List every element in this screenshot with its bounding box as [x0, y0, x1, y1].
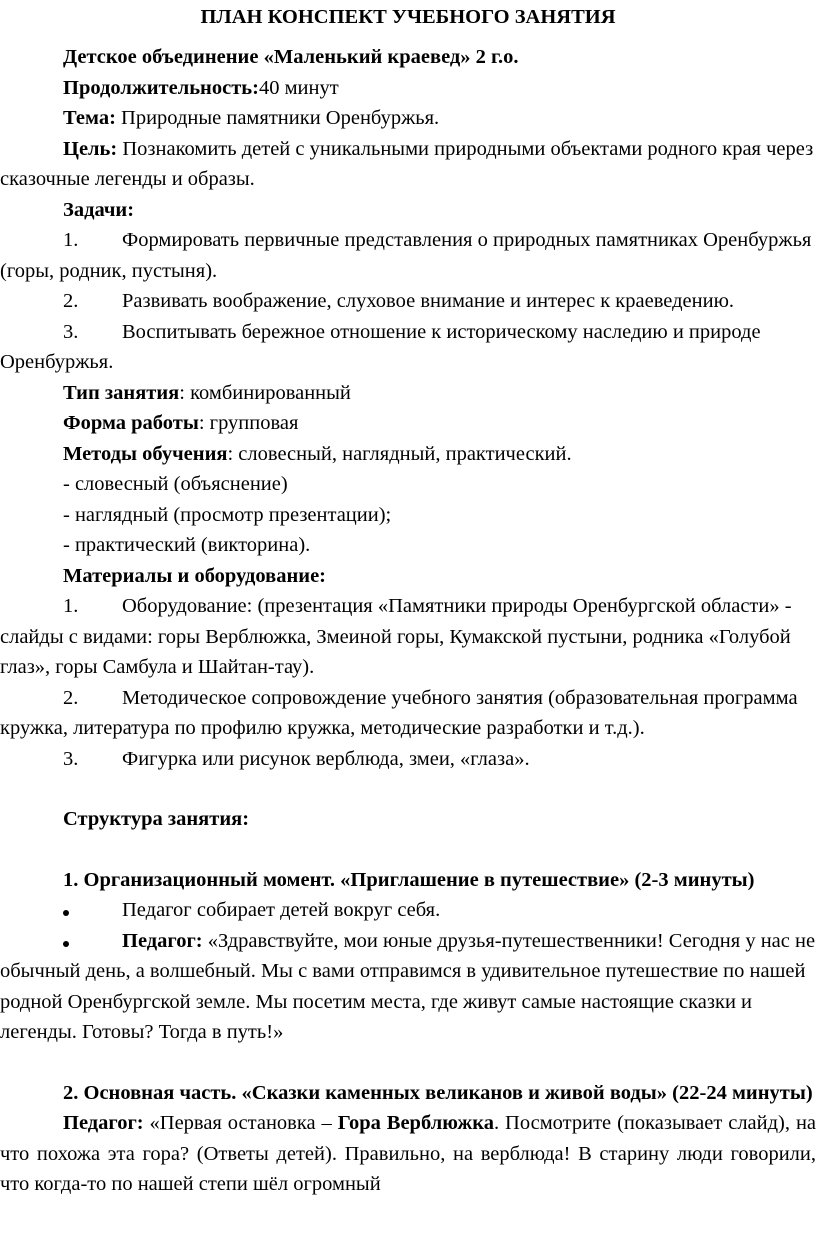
duration-label: Продолжительность: [63, 76, 259, 99]
lesson-type-line [0, 378, 816, 409]
goal-label: Цель: [63, 137, 118, 160]
spacer [0, 835, 816, 865]
methods-line [0, 439, 816, 470]
work-form-line [0, 408, 816, 439]
teacher-speech: «Здравствуйте, мои юные друзья-путешественники! Сегодня у нас не обычный день, а волшебный. Мы с вами отправимся в удивительное путешествие по нашей родной Оренбургской земле. Мы посетим места, где живут самые настоящие сказки и легенды. Готовы? Тогда в путь!» [0, 929, 816, 1043]
bullet-text: Педагог собирает детей вокруг себя. [122, 899, 441, 921]
material-item [0, 591, 816, 683]
lesson-type-label: Тип занятия [63, 381, 180, 404]
structure-label: Структура занятия: [63, 808, 250, 830]
place-name: Гора Верблюжка [337, 1112, 494, 1134]
material-number: 2. [63, 686, 79, 709]
document-title: ПЛАН КОНСПЕКТ УЧЕБНОГО ЗАНЯТИЯ [200, 6, 616, 28]
material-text: Фигурка или рисунок верблюда, змеи, «глаза». [122, 747, 530, 770]
task-number: 2. [63, 290, 79, 312]
materials-label: Материалы и оборудование: [63, 564, 326, 587]
material-number: 3. [63, 747, 79, 770]
method-item: - словесный (объяснение) [63, 473, 288, 495]
task-item [0, 317, 816, 378]
task-number: 3. [63, 320, 79, 343]
bullet-item [0, 926, 816, 1048]
method-item: - наглядный (просмотр презентации); [63, 503, 392, 526]
material-item [0, 744, 816, 775]
section-1-heading: 1. Организационный момент. «Приглашение в путешествие» (2-3 минуты) [63, 868, 755, 891]
teacher-label: Педагог: [122, 929, 203, 952]
material-item [0, 683, 816, 744]
method-item: - практический (викторина). [63, 534, 311, 556]
material-text: Оборудование: (презентация «Памятники природы Оренбургской области» - слайды с видами: горы Верблюжка, Змеиной горы, Кумакской пустыни, родника «Голубой глаз», горы Самбула и Шайтан-тау). [0, 595, 792, 678]
goal-line [0, 134, 816, 195]
topic-label: Тема: [63, 107, 116, 129]
text-before: «Первая остановка – [143, 1112, 338, 1134]
task-number: 1. [63, 229, 79, 251]
spacer [0, 774, 816, 804]
text-after: . Посмотрите (показывает слайд), на что похожа эта гора? (Ответы детей). Правильно, на верблюда! В старину люди говорили, что когда-то по нашей степи шёл огромный [0, 1112, 816, 1195]
methods-value: : словесный, наглядный, практический. [227, 442, 572, 465]
work-form-value: : групповая [198, 412, 299, 434]
topic-line [0, 103, 816, 134]
work-form-label: Форма работы [63, 412, 199, 434]
task-text: Воспитывать бережное отношение к историческому наследию и природе Оренбуржья. [0, 320, 761, 373]
goal-value: Познакомить детей с уникальными природными объектами родного края через сказочные легенды и образы. [0, 137, 814, 190]
material-text: Методическое сопровождение учебного занятия (образовательная программа кружка, литература по профилю кружка, методические разработки и т.д.). [0, 686, 798, 739]
duration-value: 40 минут [258, 76, 339, 99]
lesson-type-value: : комбинированный [179, 381, 351, 404]
teacher-label: Педагог: [63, 1112, 144, 1134]
task-text: Развивать воображение, слуховое внимание и интерес к краеведению. [122, 290, 735, 312]
duration-line [0, 73, 816, 104]
methods-label: Методы обучения [63, 442, 228, 465]
material-number: 1. [63, 595, 79, 617]
topic-value: Природные памятники Оренбуржья. [115, 107, 440, 129]
bullet-item [0, 895, 816, 926]
task-text: Формировать первичные представления о природных памятниках Оренбуржья (горы, родник, пустыня). [0, 229, 812, 282]
association-line: Детское объединение «Маленький краевед» 2 г.о. [63, 46, 519, 68]
task-item [0, 286, 816, 317]
task-item [0, 225, 816, 286]
section-2-paragraph [0, 1108, 816, 1200]
section-2-heading: 2. Основная часть. «Сказки каменных великанов и живой воды» (22-24 минуты) [63, 1081, 813, 1104]
tasks-label: Задачи: [63, 198, 135, 221]
spacer [0, 1048, 816, 1078]
